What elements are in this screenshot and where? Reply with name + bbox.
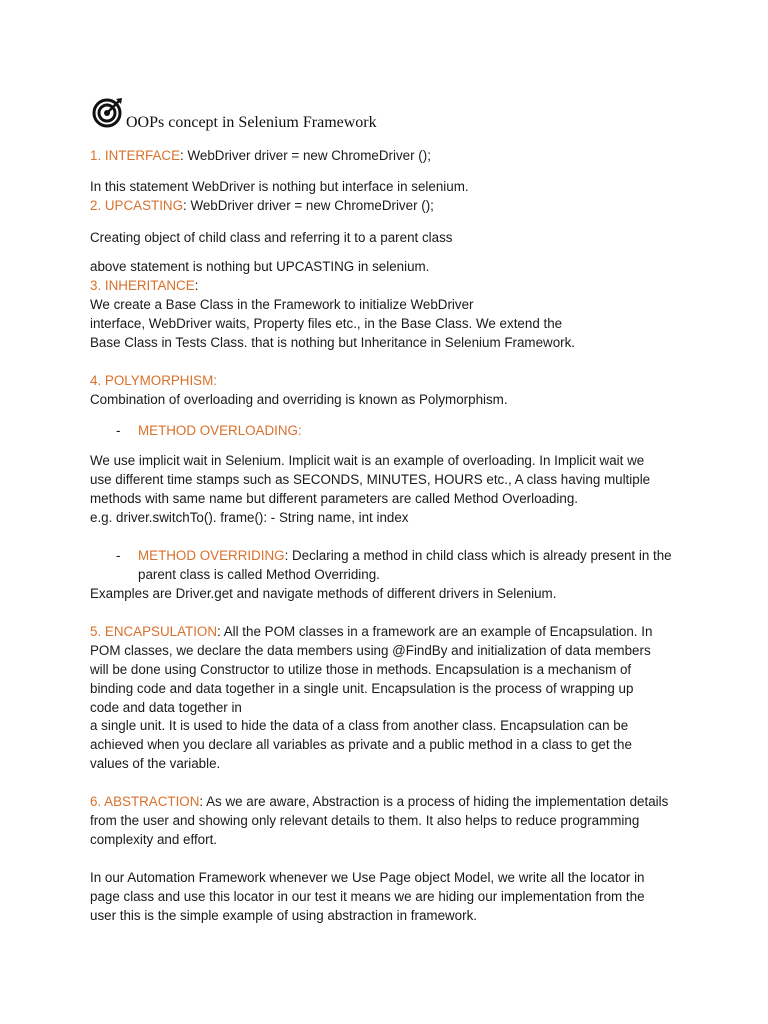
abstraction-para2-line-2: page class and use this locator in our test it means we are hiding our implementation from the [90, 889, 645, 904]
overloading-line-4: e.g. driver.switchTo(). frame(): - String name, int index [90, 510, 409, 525]
upcasting-code: : WebDriver driver = new ChromeDriver (); [183, 198, 434, 213]
inheritance-line-3: Base Class in Tests Class. that is nothing but Inheritance in Selenium Framework. [90, 335, 576, 350]
interface-label: 1. INTERFACE [90, 148, 181, 163]
target-icon [92, 96, 124, 128]
abstraction-line-1: from the user and showing only relevant details to them. It also helps to reduce programming [90, 813, 640, 828]
overloading-line-2: use different time stamps such as SECONDS, MINUTES, HOURS etc., A class having multiple [90, 472, 651, 487]
encapsulation-line-7: values of the variable. [90, 756, 221, 771]
upcasting-body-1: Creating object of child class and referring it to a parent class [90, 230, 453, 245]
encapsulation-line-2: will be done using Constructor to utilize those in methods. Encapsulation is a mechanism of [90, 662, 632, 677]
abstraction-line-2: complexity and effort. [90, 832, 218, 847]
inheritance-line-2: interface, WebDriver waits, Property files etc., in the Base Class. We extend the [90, 316, 563, 331]
overloading-line-3: methods with same name but different parameters are called Method Overloading. [90, 491, 579, 506]
overloading-bullet: - [116, 423, 121, 438]
polymorphism-label: 4. POLYMORPHISM: [90, 373, 217, 388]
overloading-line-1: We use implicit wait in Selenium. Implicit wait is an example of overloading. In Implicit wait we [90, 453, 645, 468]
overriding-line-1 [138, 546, 672, 565]
overriding-example: Examples are Driver.get and navigate methods of different drivers in Selenium. [90, 586, 557, 601]
encapsulation-heading-line [90, 622, 652, 641]
abstraction-para2-line-1: In our Automation Framework whenever we Use Page object Model, we write all the locator in [90, 870, 645, 885]
encapsulation-line-6: achieved when you declare all variables as private and a public method in a class to get the [90, 737, 632, 752]
inheritance-heading-line [90, 276, 198, 295]
abstraction-para2-line-3: user this is the simple example of using abstraction in framework. [90, 908, 478, 923]
overriding-bullet: - [116, 548, 121, 563]
upcasting-body-2: above statement is nothing but UPCASTING in selenium. [90, 259, 430, 274]
overriding-label: METHOD OVERRIDING [138, 548, 285, 563]
upcasting-heading-line [90, 196, 434, 215]
inheritance-colon: : [194, 278, 199, 293]
document-title: OOPs concept in Selenium Framework [126, 114, 377, 131]
interface-heading-line [90, 146, 431, 165]
abstraction-label: 6. ABSTRACTION [90, 794, 200, 809]
abstraction-heading-line [90, 792, 668, 811]
upcasting-label: 2. UPCASTING [90, 198, 184, 213]
overriding-text-1: : Declaring a method in child class which is already present in the [284, 548, 672, 563]
overloading-label: METHOD OVERLOADING: [138, 423, 302, 438]
encapsulation-line-4: code and data together in [90, 700, 242, 715]
inheritance-label: 3. INHERITANCE [90, 278, 195, 293]
interface-code: : WebDriver driver = new ChromeDriver (); [180, 148, 431, 163]
encapsulation-line-1: POM classes, we declare the data members using @FindBy and initialization of data members [90, 643, 651, 658]
overriding-text-2: parent class is called Method Overriding. [138, 567, 380, 582]
interface-body: In this statement WebDriver is nothing but interface in selenium. [90, 179, 469, 194]
encapsulation-label: 5. ENCAPSULATION [90, 624, 217, 639]
polymorphism-body: Combination of overloading and overriding is known as Polymorphism. [90, 392, 508, 407]
encapsulation-first: : All the POM classes in a framework are an example of Encapsulation. In [217, 624, 653, 639]
encapsulation-line-3: binding code and data together in a single unit. Encapsulation is the process of wrapping up [90, 681, 634, 696]
inheritance-line-1: We create a Base Class in the Framework to initialize WebDriver [90, 297, 474, 312]
abstraction-first: : As we are aware, Abstraction is a process of hiding the implementation details [199, 794, 669, 809]
encapsulation-line-5: a single unit. It is used to hide the data of a class from another class. Encapsulation can be [90, 718, 629, 733]
